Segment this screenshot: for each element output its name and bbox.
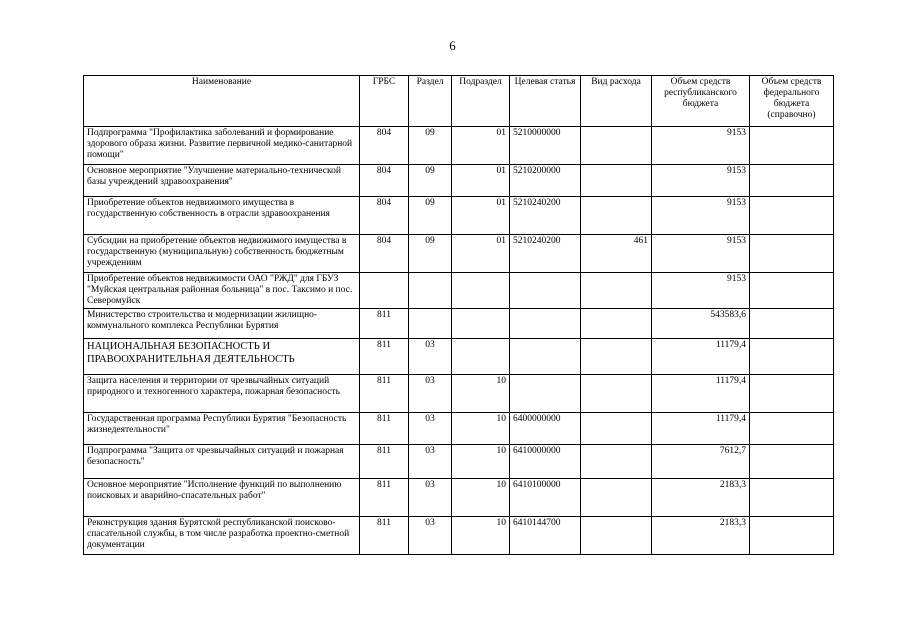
cell-name: Приобретение объектов недвижимого имущества в государственную собственность в отрасли здравоохранения xyxy=(84,197,360,235)
header-podrazdel: Подраздел xyxy=(452,76,510,127)
cell-federal-budget xyxy=(750,165,834,197)
cell-expense-type xyxy=(581,127,652,165)
cell-republic-budget: 11179,4 xyxy=(652,413,750,445)
cell-podrazdel: 01 xyxy=(452,197,510,235)
header-federal-budget: Объем средств федерального бюджета (справочно) xyxy=(750,76,834,127)
cell-target-article xyxy=(510,339,581,375)
cell-name: Подпрограмма "Профилактика заболеваний и формирование здорового образа жизни. Развитие первичной медико-санитарной помощи" xyxy=(84,127,360,165)
cell-razdel: 03 xyxy=(409,517,452,555)
header-target-article: Целевая статья xyxy=(510,76,581,127)
cell-target-article: 6410144700 xyxy=(510,517,581,555)
cell-razdel: 03 xyxy=(409,413,452,445)
cell-target-article: 5210240200 xyxy=(510,197,581,235)
table-row xyxy=(84,309,834,339)
cell-razdel: 09 xyxy=(409,165,452,197)
cell-name: Основное мероприятие "Улучшение материально-технической базы учреждений здравоохранения" xyxy=(84,165,360,197)
header-row xyxy=(84,76,834,127)
cell-razdel xyxy=(409,309,452,339)
table-row xyxy=(84,235,834,273)
cell-razdel: 03 xyxy=(409,445,452,479)
cell-grbs: 811 xyxy=(360,479,409,517)
cell-target-article: 6410000000 xyxy=(510,445,581,479)
cell-republic-budget: 9153 xyxy=(652,273,750,309)
cell-razdel: 09 xyxy=(409,235,452,273)
cell-federal-budget xyxy=(750,339,834,375)
cell-grbs: 811 xyxy=(360,413,409,445)
cell-name: Защита населения и территории от чрезвычайных ситуаций природного и техногенного характера, пожарная безопасность xyxy=(84,375,360,413)
cell-target-article: 5210200000 xyxy=(510,165,581,197)
table-row xyxy=(84,165,834,197)
cell-republic-budget: 2183,3 xyxy=(652,479,750,517)
cell-name: Субсидии на приобретение объектов недвижимого имущества в государственную (муниципальную) собственность бюджетным учреждениям xyxy=(84,235,360,273)
cell-podrazdel: 10 xyxy=(452,413,510,445)
cell-expense-type xyxy=(581,309,652,339)
cell-expense-type: 461 xyxy=(581,235,652,273)
cell-republic-budget: 11179,4 xyxy=(652,339,750,375)
cell-razdel: 03 xyxy=(409,375,452,413)
cell-federal-budget xyxy=(750,445,834,479)
table-row xyxy=(84,375,834,413)
cell-federal-budget xyxy=(750,375,834,413)
cell-republic-budget: 9153 xyxy=(652,235,750,273)
budget-table xyxy=(83,75,834,555)
cell-republic-budget: 9153 xyxy=(652,197,750,235)
cell-republic-budget: 11179,4 xyxy=(652,375,750,413)
cell-name: Министерство строительства и модернизации жилищно-коммунального комплекса Республики Бурятия xyxy=(84,309,360,339)
cell-expense-type xyxy=(581,445,652,479)
cell-podrazdel: 01 xyxy=(452,127,510,165)
cell-name: Реконструкция здания Бурятской республиканской поисково-спасательной службы, в том числе разработка проектно-сметной документации xyxy=(84,517,360,555)
cell-razdel: 09 xyxy=(409,127,452,165)
cell-podrazdel: 10 xyxy=(452,479,510,517)
cell-republic-budget: 9153 xyxy=(652,127,750,165)
cell-name: Подпрограмма "Защита от чрезвычайных ситуаций и пожарная безопасность" xyxy=(84,445,360,479)
header-expense-type: Вид расхода xyxy=(581,76,652,127)
cell-target-article xyxy=(510,309,581,339)
cell-podrazdel xyxy=(452,273,510,309)
cell-name: Государственная программа Республики Бурятия "Безопасность жизнедеятельности" xyxy=(84,413,360,445)
header-name: Наименование xyxy=(84,76,360,127)
cell-razdel: 03 xyxy=(409,339,452,375)
cell-federal-budget xyxy=(750,479,834,517)
cell-podrazdel xyxy=(452,339,510,375)
table-row xyxy=(84,339,834,375)
cell-target-article: 5210240200 xyxy=(510,235,581,273)
cell-expense-type xyxy=(581,339,652,375)
table-row xyxy=(84,517,834,555)
cell-podrazdel: 01 xyxy=(452,165,510,197)
cell-expense-type xyxy=(581,273,652,309)
cell-podrazdel: 01 xyxy=(452,235,510,273)
cell-expense-type xyxy=(581,413,652,445)
cell-grbs: 811 xyxy=(360,309,409,339)
header-razdel: Раздел xyxy=(409,76,452,127)
cell-podrazdel: 10 xyxy=(452,517,510,555)
cell-grbs: 811 xyxy=(360,339,409,375)
page-number: 6 xyxy=(449,38,456,53)
cell-federal-budget xyxy=(750,413,834,445)
cell-grbs: 804 xyxy=(360,127,409,165)
cell-target-article: 6400000000 xyxy=(510,413,581,445)
table-row xyxy=(84,479,834,517)
cell-expense-type xyxy=(581,375,652,413)
cell-razdel: 03 xyxy=(409,479,452,517)
cell-podrazdel xyxy=(452,309,510,339)
cell-republic-budget: 7612,7 xyxy=(652,445,750,479)
header-republic-budget: Объем средств республиканского бюджета xyxy=(652,76,750,127)
cell-razdel: 09 xyxy=(409,197,452,235)
cell-federal-budget xyxy=(750,517,834,555)
cell-target-article: 6410100000 xyxy=(510,479,581,517)
cell-name: Основное мероприятие "Исполнение функций по выполнению поисковых и аварийно-спасательных работ" xyxy=(84,479,360,517)
cell-federal-budget xyxy=(750,127,834,165)
cell-target-article: 5210000000 xyxy=(510,127,581,165)
table-row xyxy=(84,127,834,165)
table-row xyxy=(84,273,834,309)
cell-expense-type xyxy=(581,165,652,197)
cell-federal-budget xyxy=(750,235,834,273)
cell-republic-budget: 2183,3 xyxy=(652,517,750,555)
cell-republic-budget: 543583,6 xyxy=(652,309,750,339)
cell-expense-type xyxy=(581,517,652,555)
cell-federal-budget xyxy=(750,197,834,235)
cell-name: Приобретение объектов недвижимости ОАО "РЖД" для ГБУЗ "Муйская центральная районная больница" в пос. Таксимо и пос. Северомуйск xyxy=(84,273,360,309)
cell-grbs xyxy=(360,273,409,309)
table-row xyxy=(84,413,834,445)
cell-republic-budget: 9153 xyxy=(652,165,750,197)
cell-grbs: 804 xyxy=(360,165,409,197)
cell-target-article xyxy=(510,273,581,309)
cell-name: НАЦИОНАЛЬНАЯ БЕЗОПАСНОСТЬ И ПРАВООХРАНИТЕЛЬНАЯ ДЕЯТЕЛЬНОСТЬ xyxy=(84,339,360,375)
cell-federal-budget xyxy=(750,273,834,309)
table-row xyxy=(84,197,834,235)
cell-target-article xyxy=(510,375,581,413)
cell-grbs: 804 xyxy=(360,197,409,235)
cell-grbs: 811 xyxy=(360,445,409,479)
cell-grbs: 811 xyxy=(360,375,409,413)
cell-expense-type xyxy=(581,197,652,235)
cell-podrazdel: 10 xyxy=(452,445,510,479)
cell-grbs: 804 xyxy=(360,235,409,273)
cell-expense-type xyxy=(581,479,652,517)
cell-grbs: 811 xyxy=(360,517,409,555)
header-grbs: ГРБС xyxy=(360,76,409,127)
cell-podrazdel: 10 xyxy=(452,375,510,413)
cell-razdel xyxy=(409,273,452,309)
cell-federal-budget xyxy=(750,309,834,339)
table-row xyxy=(84,445,834,479)
